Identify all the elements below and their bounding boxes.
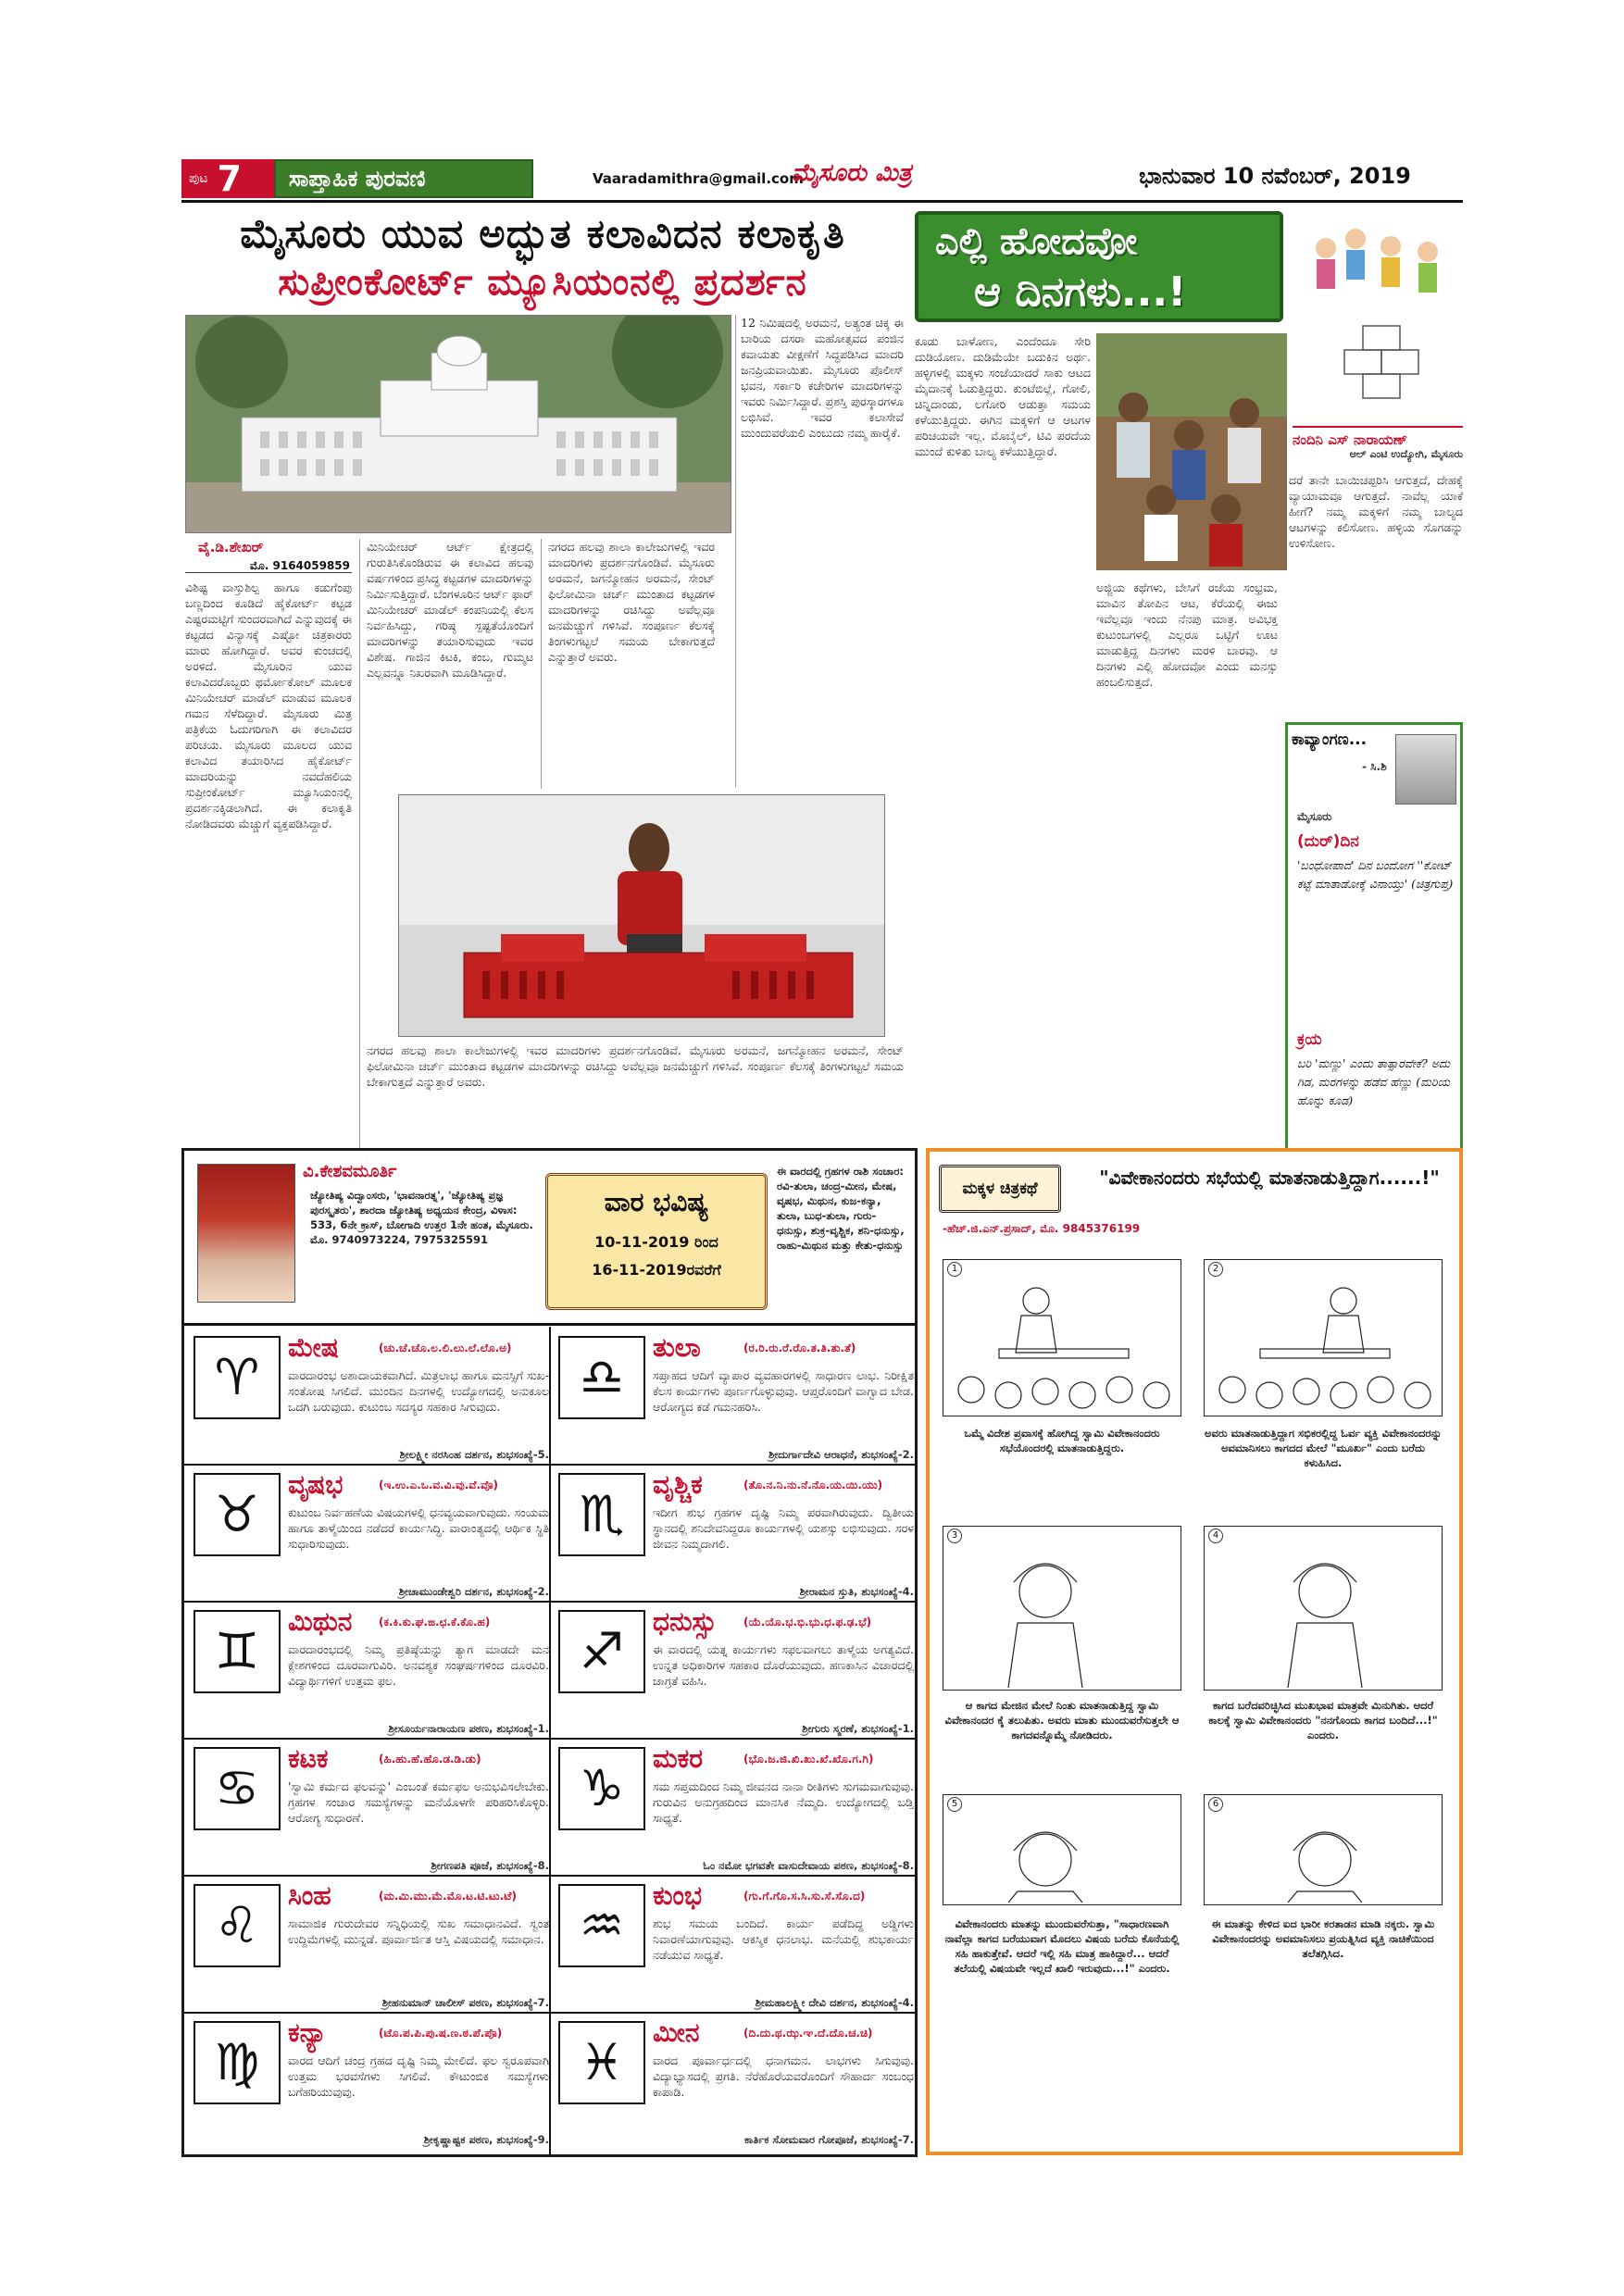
zodiac-sign-block — [558, 2017, 919, 2147]
zodiac-separator — [184, 1738, 549, 1740]
byline-mobile: ಮೊ. 9164059859 — [249, 559, 350, 572]
poem-author: - ಸಿ.ಶಿ — [1362, 760, 1387, 773]
story-column-2: ಮಿನಿಯೇಚರ್ ಆರ್ಟ್ ಕ್ಷೇತ್ರದಲ್ಲಿ ಗುರುತಿಸಿಕೊಂಡಿರುವ ಈ ಕಲಾವಿದ ಹಲವು ವರ್ಷಗಳಿಂದ ಪ್ರಸಿದ್ಧ ಕಟ್ಟಡಗಳ ಮಾದರಿಗಳನ್ನು ನಿರ್ಮಿಸುತ್ತಿದ್ದಾರೆ. ಬೆಂಗಳೂರಿನ ಆರ್ಟ್ ಫಾರ್ ಮಿನಿಯೇಚರ್ ಮಾಡೆಲ್ ಕಂಪನಿಯಲ್ಲಿ ಕೆಲಸ ನಿರ್ವಹಿಸಿದ್ದು, ಗರಿಷ್ಠ ಸ್ಪಷ್ಟತೆಯೊಂದಿಗೆ ಮಾದರಿಗಳನ್ನು ತಯಾರಿಸುವುದು ಇವರ ವಿಶೇಷ. ಗಾಜಿನ ಕಿಟಕಿ, ಕಂಬ, ಗುಮ್ಮಟ ಎಲ್ಲವನ್ನೂ ನಿಖರವಾಗಿ ಮೂಡಿಸಿದ್ದಾರೆ. — [367, 540, 533, 680]
zodiac-sign-remedy: ಶ್ರೀದುರ್ಗಾದೇವಿ ಆರಾಧನೆ, ಶುಭಸಂಖ್ಯೆ-2. — [768, 1448, 914, 1461]
comic-caption: ಒಮ್ಮೆ ವಿದೇಶ ಪ್ರವಾಸಕ್ಕೆ ಹೋಗಿದ್ದ ಸ್ವಾಮಿ ವಿವೇಕಾನಂದರು ಸಭೆಯೊಂದರಲ್ಲಿ ಮಾತನಾಡುತ್ತಿದ್ದರು. — [964, 1427, 1160, 1454]
zodiac-sign-letters: (ಇ.ಉ.ಎ.ಒ.ವ.ವಿ.ವು.ವೆ.ವೊ) — [379, 1479, 498, 1491]
horoscope-title: ವಾರ ಭವಿಷ್ಯ — [604, 1187, 709, 1217]
zodiac-separator — [551, 1875, 915, 1877]
zodiac-sign-prediction: ಶುಭ ಸಮಯ ಬಂದಿದೆ. ಕಾರ್ಯ ಪಡೆದಿದ್ದ ಅಡ್ಡಿಗಳು ನಿವಾರಣೆಯಾಗುವುವು. ಆಕಸ್ಮಿಕ ಧನಲಾಭ. ಮನೆಯಲ್ಲಿ ಶುಭಕಾರ್ಯ ನಡೆಯುವ ಸಾಧ್ಯತೆ. — [653, 1916, 914, 1962]
horoscope-range-end: 16-11-2019ರವರೆಗೆ — [592, 1261, 721, 1279]
zodiac-sign-remedy: ಶ್ರೀಮಹಾಲಕ್ಷ್ಮೀ ದೇವಿ ದರ್ಶನ, ಶುಭಸಂಖ್ಯೆ-4. — [755, 1996, 914, 2009]
zodiac-sign-block — [558, 1880, 919, 2010]
planet-positions: ಈ ವಾರದಲ್ಲಿ ಗ್ರಹಗಳ ರಾಶಿ ಸಂಚಾರ: ರವಿ-ತುಲಾ, ಚಂದ್ರ-ಮೀನ, ಮೇಷ, ವೃಷಭ, ಮಿಥುನ, ಕುಜ-ಕನ್ಯಾ, ತುಲಾ, ಬುಧ-ತುಲಾ, ಗುರು-ಧನುಸ್ಸು, ಶುಕ್ರ-ವೃಶ್ಚಿಕ, ಶನಿ-ಧನುಸ್ಸು, ರಾಹು-ಮಿಥುನ ಮತ್ತು ಕೇತು-ಧನುಸ್ಸು — [777, 1165, 905, 1252]
comic-panel — [1204, 1794, 1443, 1905]
poem-text-1: 'ಬಂಧೋಪಾದ' ದಿನ ಬಂದೋಗ ''ಕೋಟ್ ಕಟ್ಟೆ ಮಾತಾಡೋಕ್ಕೆ ವಿನಾಯ್ತು' (ಚಿತ್ರಗುಪ್ತ) — [1297, 858, 1454, 891]
zodiac-sign-letters: (ಹಿ.ಹು.ಹೆ.ಹೊ.ಡ.ಡಿ.ಡು) — [379, 1753, 481, 1766]
comic-panel — [943, 1794, 1181, 1905]
byline-name: ವೈ.ಡಿ.ಶೇಖರ್ — [198, 539, 264, 555]
nostalgia-column-2: ಅಜ್ಜಿಯ ಕಥೆಗಳು, ಬೇಸಿಗೆ ರಜೆಯ ಸಂಭ್ರಮ, ಮಾವಿನ ತೋಪಿನ ಆಟ, ಕೆರೆಯಲ್ಲಿ ಈಜು ಇವೆಲ್ಲವೂ ಇಂದು ನೆನಪು ಮಾತ್ರ. ಅವಿಭಕ್ತ ಕುಟುಂಬಗಳಲ್ಲಿ ಎಲ್ಲರೂ ಒಟ್ಟಿಗೆ ಊಟ ಮಾಡುತ್ತಿದ್ದ ದಿನಗಳು ಮರಳಿ ಬಾರವು. ಆ ದಿನಗಳು ಎಲ್ಲಿ ಹೋದವೋ ಎಂದು ಮನಸ್ಸು ಹಂಬಲಿಸುತ್ತದೆ. — [1096, 580, 1278, 689]
boys-playing-marbles-photo — [1096, 333, 1287, 570]
zodiac-sign-name: ಕನ್ಯಾ — [288, 2017, 327, 2048]
zodiac-sign-prediction: ವಾರದಾರಂಭ ಅಶಾದಾಯಕವಾಗಿದೆ. ಮಿತ್ರಲಾಭ ಹಾಗೂ ಮನಸ್ಸಿಗೆ ಸುಖ-ಸಂತೋಷ ಸಿಗಲಿದೆ. ಮುಂದಿನ ದಿನಗಳಲ್ಲಿ ಉದ್ಯೋಗದಲ್ಲಿ ಅನುಕೂಲ ಒದಗಿ ಬರುವುದು. ಕುಟುಂಬ ಸದಸ್ಯರ ಸಹಕಾರ ಸಿಗುವುದು. — [288, 1368, 549, 1414]
zodiac-sign-letters: (ರ.ರಿ.ರು.ರೆ.ರೊ.ತ.ತಿ.ತು.ತೆ) — [743, 1341, 856, 1354]
column-rule — [541, 539, 542, 789]
issue-date: ಭಾನುವಾರ 10 ನವೆಂಬರ್, 2019 — [1139, 163, 1411, 189]
comic-panel-number: 1 — [947, 1262, 962, 1277]
zodiac-sign-remedy: ಶ್ರೀಸೂರ್ಯನಾರಾಯಣ ಪಠಣ, ಶುಭಸಂಖ್ಯೆ-1. — [388, 1722, 549, 1735]
comic-panel-number: 6 — [1208, 1797, 1223, 1812]
zodiac-sign-block — [558, 1606, 919, 1736]
column-rule — [359, 539, 360, 1196]
zodiac-sign-prediction: ವಾರದ ಪೂರ್ವಾರ್ಧದಲ್ಲಿ ಧನಾಗಮನ. ಲಾಭಗಳು ಸಿಗುವುವು. ವಿದ್ಯಾಭ್ಯಾಸದಲ್ಲಿ ಪ್ರಗತಿ. ನೆರೆಹೊರೆಯವರೊಂದಿಗೆ ಸೌಹಾರ್ದ ಸಂಬಂಧ ಕಾಪಾಡಿ. — [653, 2053, 914, 2099]
story-column-4: 12 ನಿಮಿಷದಲ್ಲಿ ಅರಮನೆ, ಅತ್ಯಂತ ಚಿಕ್ಕ ಈ ಬಾರಿಯ ದಸರಾ ಮಹೋತ್ಸವದ ಪಂಜಿನ ಕವಾಯತು ವೀಕ್ಷಣೆಗೆ ಸಿದ್ಧಪಡಿಸಿದ ಮಾದರಿ ಜನಪ್ರಿಯವಾಯಿತು. ಮೈಸೂರು ಪೊಲೀಸ್ ಭವನ, ಸರ್ಕಾರಿ ಕಚೇರಿಗಳ ಮಾದರಿಗಳನ್ನು ಇವರು ನಿರ್ಮಿಸಿದ್ದಾರೆ. ಪ್ರಶಸ್ತಿ ಪುರಸ್ಕಾರಗಳೂ ಲಭಿಸಿವೆ. ಇವರ ಕಲಾಸೇವೆ ಮುಂದುವರೆಯಲಿ ಎಂಬುದು ನಮ್ಮ ಹಾರೈಕೆ. — [741, 316, 904, 440]
fish-icon: ♓ — [558, 2021, 645, 2104]
zodiac-sign-letters: (ತೊ.ನ.ನಿ.ನು.ನೆ.ನೊ.ಯ.ಯಿ.ಯು) — [743, 1479, 883, 1491]
zodiac-sign-prediction: 'ಸ್ವಾಮಿ ಕರ್ಮದ ಫಲವನ್ನು' ಎಂಬಂತೆ ಕರ್ಮಫಲ ಅನುಭವಿಸಲೇಬೇಕು. ಗ್ರಹಗಳ ಸಂಚಾರ ಸಮಸ್ಯೆಗಳನ್ನು ಮನೆಯೊಳಗೇ ಪರಿಹರಿಸಿಕೊಳ್ಳಿರಿ. ಆರೋಗ್ಯ ಸುಧಾರಣೆ. — [288, 1779, 549, 1825]
comic-panel-number: 4 — [1208, 1529, 1223, 1543]
zodiac-sign-remedy: ಕಾರ್ತಿಕ ಸೋಮವಾರ ಗೋಪೂಜೆ, ಶುಭಸಂಖ್ಯೆ-7. — [744, 2133, 914, 2146]
zodiac-sign-block — [194, 1880, 555, 2010]
zodiac-separator — [551, 1601, 915, 1603]
zodiac-sign-prediction: ಸಪ್ತಾಹದ ಆದಿಗೆ ವ್ಯಾಪಾರ ವ್ಯವಹಾರಗಳಲ್ಲಿ ಸಾಧಾರಣ ಲಾಭ. ನಿರೀಕ್ಷಿತ ಕೆಲಸ ಕಾರ್ಯಗಳು ಪೂರ್ಣಗೊಳ್ಳುವುವು. ಆಪ್ತರೊಂದಿಗೆ ವಾಗ್ವಾದ ಬೇಡ. ಆರೋಗ್ಯದ ಕಡೆ ಗಮನಹರಿಸಿ. — [653, 1368, 914, 1414]
byline-rule — [185, 572, 352, 573]
scales-icon: ♎ — [558, 1336, 645, 1419]
zodiac-sign-letters: (ಮ.ಮಿ.ಮು.ಮೆ.ಮೊ.ಟ.ಟಿ.ಟು.ಟೆ) — [379, 1890, 517, 1903]
zodiac-sign-letters: (ಕ.ಕಿ.ಕು.ಘ.ಙ.ಛ.ಕೆ.ಕೊ.ಹ) — [379, 1616, 491, 1628]
zodiac-sign-prediction: ಕುಟುಂಬ ನಿರ್ವಹಣೆಯ ವಿಷಯಗಳಲ್ಲಿ ಧನವ್ಯಯವಾಗುವುದು. ಸಂಯಮ ಹಾಗೂ ತಾಳ್ಮೆಯಿಂದ ನಡೆದರೆ ಕಾರ್ಯಸಿದ್ಧಿ. ವಾರಾಂತ್ಯದಲ್ಲಿ ಆರ್ಥಿಕ ಸ್ಥಿತಿ ಸುಧಾರಿಸುವುದು. — [288, 1505, 549, 1551]
kids-comic-strip — [926, 1148, 1463, 2155]
zodiac-sign-letters: (ಚು.ಚೆ.ಚೊ.ಲ.ಲಿ.ಲು.ಲೆ.ಲೊ.ಅ) — [379, 1341, 512, 1354]
page-label: ಪುಟ — [189, 171, 208, 186]
scorpion-icon: ♏ — [558, 1473, 645, 1556]
zodiac-sign-name: ಕಟಕ — [288, 1743, 329, 1774]
astrologer-name: ವಿ.ಕೇಶವಮೂರ್ತಿ — [303, 1162, 397, 1181]
comic-title: "ವಿವೇಕಾನಂದರು ಸಭೆಯಲ್ಲಿ ಮಾತನಾಡುತ್ತಿದ್ದಾಗ......!" — [1099, 1167, 1440, 1189]
comic-panel — [1204, 1259, 1443, 1416]
zodiac-separator — [551, 2012, 915, 2014]
comic-caption: ಆ ಕಾಗದ ಮೇಜಿನ ಮೇಲೆ ನಿಂತು ಮಾತನಾಡುತ್ತಿದ್ದ ಸ್ವಾಮಿ ವಿವೇಕಾನಂದರ ಕೈ ತಲುಪಿತು. ಅವರು ಮಾತು ಮುಂದುವರೆಸುತ್ತಲೇ ಆ ಕಾಗದವನ್ನೊಮ್ಮೆ ನೋಡಿದರು. — [944, 1699, 1180, 1741]
zodiac-separator — [184, 1464, 549, 1466]
zodiac-sign-remedy: ಶ್ರೀಕೃಷ್ಣಾಷ್ಟಕ ಪಠಣ, ಶುಭಸಂಖ್ಯೆ-9. — [423, 2133, 549, 2146]
zodiac-sign-prediction: ಇದೀಗ ಶುಭ ಗ್ರಹಗಳ ದೃಷ್ಟಿ ನಿಮ್ಮ ಪರವಾಗಿರುವುದು. ದ್ವಿತೀಯ ಸ್ಥಾನದಲ್ಲಿ ಶನಿದೇವನಿದ್ದರೂ ಕಾರ್ಯಗಳಲ್ಲಿ ಯಶಸ್ಸು ಲಭಿಸುವುದು. ಸರಳ ಜೀವನ ನಿಮ್ಮದಾಗಲಿ. — [653, 1505, 914, 1551]
zodiac-sign-block — [558, 1743, 919, 1873]
twins-icon: ♊ — [194, 1610, 281, 1693]
nostalgia-column-3: ದರೆ ತಾನೇ ಬಾಯಿಚಪ್ಪರಿಸಿ ಆಗುತ್ತದೆ, ದೇಹಕ್ಕೆ ವ್ಯಾಯಾಮವೂ ಆಗುತ್ತದೆ. ನಾವೆಲ್ಲ ಯಾಕೆ ಹೀಗೆ? ನಮ್ಮ ಮಕ್ಕಳಿಗೆ ನಮ್ಮ ಬಾಲ್ಯದ ಆಟಗಳನ್ನು ಕಲಿಸೋಣ. ಹಳ್ಳಿಯ ಸೊಗಡನ್ನು ಉಳಿಸೋಣ. — [1289, 473, 1463, 550]
nostalgia-title-line2: ಆ ದಿನಗಳು...! — [974, 268, 1187, 316]
comic-panel-number: 2 — [1208, 1262, 1223, 1277]
zodiac-sign-prediction: ಸಮ ಸಪ್ತಮದಿಂದ ನಿಮ್ಮ ಜೀವನದ ನಾನಾ ರೀತಿಗಳು ಸುಗಮವಾಗುವುವು. ಗುರುವಿನ ಅನುಗ್ರಹದಿಂದ ಮಾನಸಿಕ ನೆಮ್ಮದಿ. ಉದ್ಯೋಗದಲ್ಲಿ ಬಡ್ತಿ ಸಾಧ್ಯತೆ. — [653, 1779, 914, 1825]
astrologer-info: ಜ್ಯೋತಿಷ್ಯ ವಿದ್ವಾಂಸರು, 'ಭಾವನಾರತ್ನ', 'ಜ್ಯೋತಿಷ್ಯ ಪ್ರಜ್ಞ ಪುರಸ್ಕೃತರು', ಶಾರದಾ ಜ್ಯೋತಿಷ್ಯ ಅಧ್ಯಯನ ಕೇಂದ್ರ, ವಿಳಾಸ: 533, 6ನೇ ಕ್ರಾಸ್, ಬೋಗಾದಿ ಉತ್ತರ 1ನೇ ಹಂತ, ಮೈಸೂರು. ಮೊ. 9740973224, 7975325591 — [310, 1189, 533, 1246]
nostalgia-column-1: ಕೂಡು ಬಾಳೋಣ, ಎಂದೆಂದೂ ಸೇರಿ ದುಡಿಯೋಣ. ದುಡಿಮೆಯೇ ಬದುಕಿನ ಅರ್ಥ. ಹಳ್ಳಿಗಳಲ್ಲಿ ಮಕ್ಕಳು ಸಂಜೆಯಾದರೆ ಸಾಕು ಆಟದ ಮೈದಾನಕ್ಕೆ ಓಡುತ್ತಿದ್ದರು. ಕುಂಟೆಬಿಲ್ಲೆ, ಗೋಲಿ, ಚಿನ್ನಿದಾಂಡು, ಲಗೋರಿ ಆಡುತ್ತಾ ಸಮಯ ಕಳೆಯುತ್ತಿದ್ದರು. ಈಗಿನ ಮಕ್ಕಳಿಗೆ ಆ ಆಟಗಳ ಪರಿಚಯವೇ ಇಲ್ಲ. ಮೊಬೈಲ್, ಟಿವಿ ಪರದೆಯ ಮುಂದೆ ಕುಳಿತು ಬಾಲ್ಯ ಕಳೆಯುತ್ತಿದ್ದಾರೆ. — [915, 334, 1091, 458]
comic-caption: ಅವರು ಮಾತನಾಡುತ್ತಿದ್ದಾಗ ಸಭಿಕರಲ್ಲಿದ್ದ ಓರ್ವ ವ್ಯಕ್ತಿ ವಿವೇಕಾನಂದರನ್ನು ಅವಮಾನಿಸಲು ಕಾಗದದ ಮೇಲೆ "ಮೂರ್ಖ" ಎಂದು ಬರೆದು ಕಳುಹಿಸಿದ. — [1204, 1427, 1443, 1469]
palace-model-illustration — [186, 316, 731, 533]
zodiac-sign-name: ಕುಂಭ — [653, 1880, 703, 1911]
nostalgia-author-desc: ಆಲ್ ಎಂಟಿ ಉದ್ಯೋಗಿ, ಮೈಸೂರು — [1349, 448, 1463, 460]
comic-panel-number: 5 — [947, 1797, 962, 1812]
poet-photo — [1395, 734, 1456, 805]
children-playing-illustration — [1289, 211, 1463, 420]
artist-with-model-photo — [398, 794, 885, 1037]
comic-caption: ವಿವೇಕಾನಂದರು ಮಾತನ್ನು ಮುಂದುವರೆಸುತ್ತಾ, "ಸಾಧಾರಣವಾಗಿ ನಾವೆಲ್ಲಾ ಕಾಗದ ಬರೆಯುವಾಗ ಮೊದಲು ವಿಷಯ ಬರೆದು ಕೊನೆಯಲ್ಲಿ ಸಹಿ ಹಾಕುತ್ತೇವೆ. ಆದರೆ ಇಲ್ಲಿ ಸಹಿ ಮಾತ್ರ ಹಾಕಿದ್ದಾರೆ... ಆದರೆ ತಲೆಯಲ್ಲಿ ವಿಷಯವೇ ಇಲ್ಲದೆ ಖಾಲಿ ಇರುವುದು...!" ಎಂದರು. — [944, 1917, 1180, 1975]
page-number-box — [181, 159, 274, 198]
column-rule — [735, 315, 736, 787]
zodiac-sign-block — [558, 1469, 919, 1599]
poem-title-1: (ದುರ್)ದಿನ — [1297, 832, 1359, 851]
zodiac-sign-block — [194, 1469, 555, 1599]
weekly-horoscope — [181, 1148, 918, 2157]
main-headline: ಮೈಸೂರು ಯುವ ಅದ್ಭುತ ಕಲಾವಿದನ ಕಲಾಕೃತಿ — [240, 211, 845, 257]
bull-icon: ♉ — [194, 1473, 281, 1556]
archer-icon: ♐ — [558, 1610, 645, 1693]
horoscope-range-start: 10-11-2019 ರಿಂದ — [594, 1233, 718, 1251]
nostalgia-title-box — [915, 211, 1283, 322]
zodiac-sign-block — [194, 2017, 555, 2147]
crab-icon: ♋ — [194, 1747, 281, 1830]
main-subheadline: ಸುಪ್ರೀಂಕೋರ್ಟ್ ಮ್ಯೂಸಿಯಂನಲ್ಲಿ ಪ್ರದರ್ಶನ — [278, 261, 807, 304]
poem-title-2: ಕ್ರಯ — [1297, 1030, 1322, 1049]
zodiac-sign-remedy: ಶ್ರೀಹನುಮಾನ್ ಚಾಲೀಸ್ ಪಠಣ, ಶುಭಸಂಖ್ಯೆ-7. — [381, 1996, 549, 2009]
crocodile-icon: ♑ — [558, 1747, 645, 1830]
zodiac-sign-name: ಮೀನ — [653, 2017, 700, 2048]
zodiac-sign-prediction: ಸಾಮಾಜಿಕ ಗುರುದೇವರ ಸನ್ನಿಧಿಯಲ್ಲಿ ಸುಖ ಸಮಾಧಾನವಿದೆ. ಸ್ವಂತ ಉದ್ದಿಮೆಗಳಲ್ಲಿ ಮುನ್ನಡೆ. ಪೂರ್ವಾರ್ಜಿತ ಆಸ್ತಿ ವಿಷಯದಲ್ಲಿ ಸಮಾಧಾನ. — [288, 1916, 549, 1946]
zodiac-sign-letters: (ಭೊ.ಜ.ಜಿ.ಖಿ.ಖು.ಖೆ.ಖೊ.ಗ.ಗಿ) — [743, 1753, 874, 1766]
zodiac-sign-remedy: ಶ್ರೀಗಣಪತಿ ಪೂಜೆ, ಶುಭಸಂಖ್ಯೆ-8. — [431, 1859, 549, 1872]
nostalgia-author — [1293, 426, 1463, 461]
zodiac-sign-prediction: ಈ ವಾರದಲ್ಲಿ ಯತ್ನ ಕಾರ್ಯಗಳು ಸಫಲವಾಗಲು ತಾಳ್ಮೆಯ ಅಗತ್ಯವಿದೆ. ಉನ್ನತ ಅಧಿಕಾರಿಗಳ ಸಹಕಾರ ದೊರೆಯುವುದು. ಹಣಕಾಸಿನ ವಿಚಾರದಲ್ಲಿ ಜಾಗ್ರತೆ ವಹಿಸಿ. — [653, 1642, 914, 1688]
zodiac-separator — [184, 2012, 549, 2014]
story-column-3: ನಗರದ ಹಲವು ಶಾಲಾ ಕಾಲೇಜುಗಳಲ್ಲಿ ಇವರ ಮಾದರಿಗಳು ಪ್ರದರ್ಶನಗೊಂಡಿವೆ. ಮೈಸೂರು ಅರಮನೆ, ಜಗನ್ಮೋಹನ ಅರಮನೆ, ಸೇಂಟ್ ಫಿಲೋಮಿನಾ ಚರ್ಚ್ ಮುಂತಾದ ಕಟ್ಟಡಗಳ ಮಾದರಿಗಳನ್ನು ರಚಿಸಿದ್ದು ಅವೆಲ್ಲವೂ ಜನಮೆಚ್ಚುಗೆ ಗಳಿಸಿವೆ. ಸಂಪೂರ್ಣ ಕೆಲಸಕ್ಕೆ ತಿಂಗಳುಗಟ್ಟಲೆ ಸಮಯ ಬೇಕಾಗುತ್ತದೆ ಎನ್ನುತ್ತಾರೆ ಅವರು. — [548, 540, 715, 664]
zodiac-separator — [184, 1875, 549, 1877]
zodiac-sign-block — [194, 1743, 555, 1873]
zodiac-sign-name: ಮೇಷ — [288, 1332, 339, 1363]
comic-byline: -ಹೆಚ್.ಜಿ.ಎನ್.ಪ್ರಸಾದ್, ಮೊ. 9845376199 — [943, 1222, 1141, 1235]
zodiac-separator — [184, 1601, 549, 1603]
zodiac-sign-remedy: ಶ್ರೀಲಕ್ಷ್ಮೀ ನರಸಿಂಹ ದರ್ಶನ, ಶುಭಸಂಖ್ಯೆ-5. — [399, 1448, 549, 1461]
comic-tag: ಮಕ್ಕಳ ಚಿತ್ರಕಥೆ — [939, 1165, 1061, 1213]
zodiac-separator — [551, 1464, 915, 1466]
zodiac-sign-name: ಧನುಸ್ಸು — [653, 1606, 718, 1637]
zodiac-sign-letters: (ದಿ.ದು.ಥ.ಝ.ಞ.ದೆ.ದೊ.ಚ.ಚಿ) — [743, 2027, 873, 2040]
zodiac-sign-remedy: ಶ್ರೀಗುರು ಸ್ಮರಣೆ, ಶುಭಸಂಖ್ಯೆ-1. — [802, 1722, 914, 1735]
page-number: 7 — [217, 158, 242, 199]
lion-icon: ♌ — [194, 1884, 281, 1967]
maiden-icon: ♍ — [194, 2021, 281, 2104]
comic-panel — [943, 1526, 1181, 1691]
zodiac-sign-name: ಮಿಥುನ — [288, 1606, 353, 1637]
astrologer-photo — [197, 1164, 295, 1303]
zodiac-sign-block — [194, 1332, 555, 1462]
zodiac-sign-prediction: ವಾರದಾರಂಭದಲ್ಲಿ ನಿಮ್ಮ ಪ್ರತಿಷ್ಠೆಯನ್ನು ತ್ಯಾಗ ಮಾಡದೇ ಮನ ಕ್ಲೇಶಗಳಿಂದ ದೂರವಾಗುವಿರಿ. ಅನವಶ್ಯಕ ಸಂಘರ್ಷಗಳಿಂದ ದೂರವಿರಿ. ವಿದ್ಯಾರ್ಥಿಗಳಿಗೆ ಉತ್ತಮ ಫಲ. — [288, 1642, 549, 1688]
comic-caption: ಕಾಗದ ಬರೆದವರಿಚ್ಛಿಸಿದ ಮುಖಭಾವ ಮಾತ್ರವೇ ಮಿನುಗಿತು. ಆದರೆ ಕಾಲಕ್ಕೆ ಸ್ವಾಮಿ ವಿವೇಕಾನಂದರು "ನನಗೊಂದು ಕಾಗದ ಬಂದಿದೆ...!" ಎಂದರು. — [1208, 1699, 1438, 1741]
zodiac-sign-name: ಸಿಂಹ — [288, 1880, 331, 1911]
masthead-logo: ಮೈಸೂರು ಮಿತ್ರ — [792, 159, 912, 187]
comic-panel — [943, 1259, 1181, 1416]
horoscope-title-box — [545, 1173, 768, 1310]
zodiac-separator — [551, 1738, 915, 1740]
comic-panel-number: 3 — [947, 1529, 962, 1543]
comic-caption: ಈ ಮಾತನ್ನು ಕೇಳಿದ ಐದ ಭಾರೀ ಕರತಾಡನ ಮಾಡಿ ನಕ್ಕರು. ಸ್ವಾಮಿ ವಿವೇಕಾನಂದರನ್ನು ಅವಮಾನಿಸಲು ಪ್ರಯತ್ನಿಸಿದ ವ್ಯಕ್ತಿ ನಾಚಿಕೆಯಿಂದ ತಲೆತಗ್ಗಿಸಿದ. — [1211, 1917, 1435, 1960]
artist-illustration — [399, 795, 885, 1037]
zodiac-sign-block — [194, 1606, 555, 1736]
zodiac-sign-letters: (ಯೆ.ಯೊ.ಭ.ಭಿ.ಭು.ಧ.ಫ.ಢ.ಭೆ) — [743, 1616, 872, 1628]
ram-icon: ♈ — [194, 1336, 281, 1419]
water-bearer-icon: ♒ — [558, 1884, 645, 1967]
contact-email[interactable]: Vaaradamithra@gmail.com — [593, 170, 804, 187]
nostalgia-title-line1: ಎಲ್ಲಿ ಹೋದವೋ — [935, 220, 1138, 263]
supplement-title: ಸಾಪ್ತಾಹಿಕ ಪುರವಣಿ — [274, 159, 533, 198]
palace-model-photo — [185, 315, 731, 533]
story-byline — [198, 539, 350, 573]
zodiac-sign-remedy: ಶ್ರೀರಾಮನ ಸ್ತುತಿ, ಶುಭಸಂಖ್ಯೆ-4. — [799, 1585, 914, 1598]
zodiac-sign-letters: (ಟೊ.ಪ.ಪಿ.ಪು.ಷ.ಣ.ಠ.ಪೆ.ಪೊ) — [379, 2027, 503, 2040]
zodiac-sign-name: ವೃಷಭ — [288, 1469, 344, 1500]
header-rule — [181, 200, 1463, 203]
zodiac-sign-name: ತುಲಾ — [653, 1332, 701, 1363]
poem-location: ಮೈಸೂರು — [1297, 810, 1332, 823]
zodiac-sign-remedy: ಶ್ರೀಚಾಮುಂಡೇಶ್ವರಿ ದರ್ಶನ, ಶುಭಸಂಖ್ಯೆ-2. — [398, 1585, 549, 1598]
zodiac-sign-prediction: ವಾರದ ಆದಿಗೆ ಚಂದ್ರ ಗ್ರಹದ ದೃಷ್ಟಿ ನಿಮ್ಮ ಮೇಲಿದೆ. ಫಲ ಸ್ವರೂಪವಾಗಿ ಉತ್ತಮ ಭರವಸೆಗಳು ಸಿಗಲಿವೆ. ಕೌಟುಂಬಿಕ ಸಮಸ್ಯೆಗಳು ಬಗೆಹರಿಯುವುವು. — [288, 2053, 549, 2099]
nostalgia-author-name: ನಂದಿನಿ ಎಸ್ ನಾರಾಯಣ್ — [1293, 431, 1408, 448]
poem-box — [1285, 722, 1463, 1194]
story-column-1: ವಿಶಿಷ್ಟ ವಾಸ್ತುಶಿಲ್ಪ ಹಾಗೂ ಕಡುಗೆಂಪು ಬಣ್ಣದಿಂದ ಕೂಡಿದೆ ಹೈಕೋರ್ಟ್ ಕಟ್ಟಡ ಎಷ್ಟರಮಟ್ಟಿಗೆ ಸುಂದರವಾಗಿದೆ ಎನ್ನುವುದಕ್ಕೆ ಈ ಕಟ್ಟಡದ ವಿನ್ಯಾಸಕ್ಕೆ ಎಷ್ಟೋ ಚಿತ್ರಕಾರರು ಮಾರು ಹೋಗಿದ್ದಾರೆ. ಅವರ ಕುಂಚದಲ್ಲಿ ಅರಳಿದೆ. ಮೈಸೂರಿನ ಯುವ ಕಲಾವಿದರೊಬ್ಬರು ಥರ್ಮೋಕೋಲ್ ಮೂಲಕ ಮಿನಿಯೇಚರ್ ಮಾಡೆಲ್ ಮಾಡುವ ಮೂಲಕ ಗಮನ ಸೆಳೆದಿದ್ದಾರೆ. ಮೈಸೂರು ಮಿತ್ರ ಪತ್ರಿಕೆಯ ಓದುಗರಿಗಾಗಿ ಈ ಕಲಾವಿದರ ಪರಿಚಯ. ಮೈಸೂರು ಮೂಲದ ಯುವ ಕಲಾವಿದ ತಯಾರಿಸಿದ ಹೈಕೋರ್ಟ್ ಮಾದರಿಯನ್ನು ನವದೆಹಲಿಯ ಸುಪ್ರೀಂಕೋರ್ಟ್ ಮ್ಯೂಸಿಯಂನಲ್ಲಿ ಪ್ರದರ್ಶನಕ್ಕಿಡಲಾಗಿದೆ. ಈ ಕಲಾಕೃತಿ ನೋಡಿದವರು ಮೆಚ್ಚುಗೆ ವ್ಯಕ್ತಪಡಿಸಿದ್ದಾರೆ. — [185, 580, 352, 830]
zodiac-sign-block — [558, 1332, 919, 1462]
comic-panel — [1204, 1526, 1443, 1691]
zodiac-sign-letters: (ಗು.ಗೆ.ಗೊ.ಸ.ಸಿ.ಸು.ಸೆ.ಸೊ.ದ) — [743, 1890, 866, 1903]
zodiac-sign-name: ವೃಶ್ಚಿಕ — [653, 1469, 703, 1500]
zodiac-sign-name: ಮಕರ — [653, 1743, 704, 1774]
poem-header: ಕಾವ್ಯಾಂಗಣ... — [1292, 730, 1368, 749]
horoscope-header-rule — [184, 1323, 915, 1326]
story-continuation: ನಗರದ ಹಲವು ಶಾಲಾ ಕಾಲೇಜುಗಳಲ್ಲಿ ಇವರ ಮಾದರಿಗಳು ಪ್ರದರ್ಶನಗೊಂಡಿವೆ. ಮೈಸೂರು ಅರಮನೆ, ಜಗನ್ಮೋಹನ ಅರಮನೆ, ಸೇಂಟ್ ಫಿಲೋಮಿನಾ ಚರ್ಚ್ ಮುಂತಾದ ಕಟ್ಟಡಗಳ ಮಾದರಿಗಳನ್ನು ರಚಿಸಿದ್ದು ಅವೆಲ್ಲವೂ ಜನಮೆಚ್ಚುಗೆ ಗಳಿಸಿವೆ. ಸಂಪೂರ್ಣ ಕೆಲಸಕ್ಕೆ ತಿಂಗಳುಗಟ್ಟಲೆ ಸಮಯ ಬೇಕಾಗುತ್ತದೆ ಎನ್ನುತ್ತಾರೆ ಅವರು. — [367, 1043, 904, 1089]
zodiac-sign-remedy: ಓಂ ನಮೋ ಭಗವತೇ ವಾಸುದೇವಾಯ ಪಠಣ, ಶುಭಸಂಖ್ಯೆ-8. — [703, 1859, 914, 1872]
poem-text-2: ಬರಿ 'ಮಣ್ಣು' ಎಂದು ತಾತ್ಸಾರವೇಕೆ? ಅದು ಗಿಡ, ಮರಗಳನ್ನು ಹಡೆವ ಹೆಣ್ಣು (ಮರಿಯ ಹೊನ್ನು ಕೂಡ) — [1297, 1056, 1451, 1107]
